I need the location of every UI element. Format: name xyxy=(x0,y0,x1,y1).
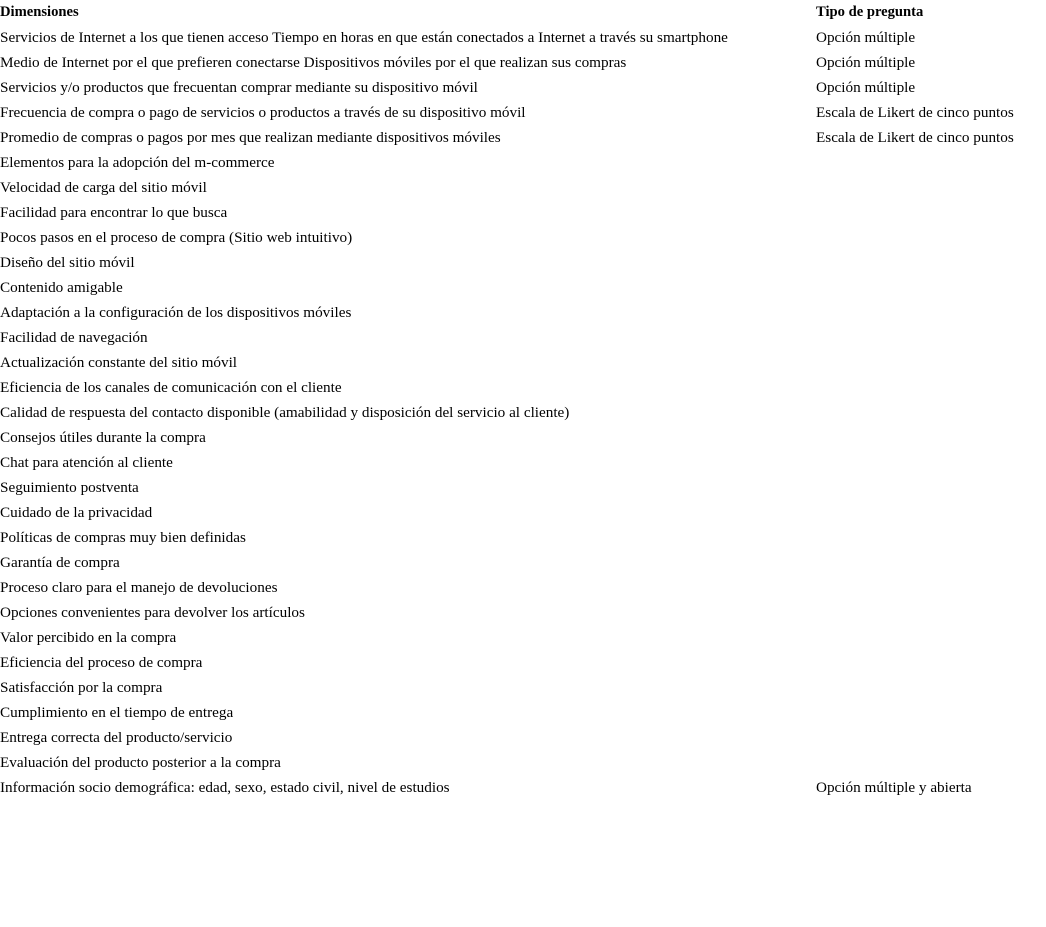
table-row xyxy=(0,525,1046,550)
dimension-cell: Actualización constante del sitio móvil xyxy=(0,354,238,371)
dimension-cell: Chat para atención al cliente xyxy=(0,454,173,471)
table-row xyxy=(0,300,1046,325)
question-type-cell xyxy=(816,600,1046,625)
dimension-cell: Pocos pasos en el proceso de compra (Sitio web intuitivo) xyxy=(0,229,353,246)
question-type-cell xyxy=(816,275,1046,300)
table-row xyxy=(0,175,1046,200)
table-header-row xyxy=(0,0,1046,25)
table-row xyxy=(0,400,1046,425)
question-type-cell: Opción múltiple xyxy=(816,54,916,71)
table-row xyxy=(0,325,1046,350)
question-type-cell xyxy=(816,650,1046,675)
column-header-question-type: Tipo de pregunta xyxy=(816,4,924,20)
question-type-cell xyxy=(816,625,1046,650)
table-row xyxy=(0,425,1046,450)
dimension-cell: Evaluación del producto posterior a la compra xyxy=(0,754,281,771)
table-row xyxy=(0,600,1046,625)
dimension-cell: Servicios de Internet a los que tienen acceso Tiempo en horas en que están conectados a Internet a través su smartphone xyxy=(0,29,728,46)
table-row xyxy=(0,100,1046,125)
table-row xyxy=(0,125,1046,150)
table-row xyxy=(0,675,1046,700)
dimension-cell: Adaptación a la configuración de los dispositivos móviles xyxy=(0,304,352,321)
question-type-cell xyxy=(816,300,1046,325)
table-row xyxy=(0,150,1046,175)
question-type-cell xyxy=(816,475,1046,500)
dimension-cell: Medio de Internet por el que prefieren conectarse Dispositivos móviles por el que realizan sus compras xyxy=(0,54,627,71)
question-type-cell xyxy=(816,525,1046,550)
question-type-cell xyxy=(816,175,1046,200)
table-row xyxy=(0,500,1046,525)
dimension-cell: Promedio de compras o pagos por mes que realizan mediante dispositivos móviles xyxy=(0,129,501,146)
table-header xyxy=(0,0,1046,25)
dimension-cell: Frecuencia de compra o pago de servicios o productos a través de su dispositivo móvil xyxy=(0,104,526,121)
table-row xyxy=(0,700,1046,725)
table-row xyxy=(0,375,1046,400)
table-row xyxy=(0,625,1046,650)
dimension-cell: Satisfacción por la compra xyxy=(0,679,163,696)
dimension-cell: Cuidado de la privacidad xyxy=(0,504,153,521)
dimension-cell: Eficiencia del proceso de compra xyxy=(0,654,203,671)
table-row xyxy=(0,25,1046,50)
dimension-cell: Seguimiento postventa xyxy=(0,479,139,496)
table-row xyxy=(0,75,1046,100)
question-type-cell xyxy=(816,350,1046,375)
table-row xyxy=(0,275,1046,300)
question-type-cell xyxy=(816,400,1046,425)
dimension-cell: Facilidad de navegación xyxy=(0,329,148,346)
table-row xyxy=(0,200,1046,225)
question-type-cell xyxy=(816,375,1046,400)
question-type-cell xyxy=(816,150,1046,175)
table-row xyxy=(0,575,1046,600)
question-type-cell xyxy=(816,575,1046,600)
table-row xyxy=(0,225,1046,250)
dimension-cell: Calidad de respuesta del contacto disponible (amabilidad y disposición del servicio al cliente) xyxy=(0,404,570,421)
dimension-cell: Consejos útiles durante la compra xyxy=(0,429,206,446)
question-type-cell xyxy=(816,750,1046,775)
dimension-cell: Eficiencia de los canales de comunicación con el cliente xyxy=(0,379,342,396)
question-type-cell: Escala de Likert de cinco puntos xyxy=(816,104,1014,121)
question-type-cell xyxy=(816,675,1046,700)
table-row xyxy=(0,450,1046,475)
question-type-cell xyxy=(816,225,1046,250)
question-type-cell: Escala de Likert de cinco puntos xyxy=(816,129,1014,146)
dimension-cell: Velocidad de carga del sitio móvil xyxy=(0,179,207,196)
dimension-cell: Cumplimiento en el tiempo de entrega xyxy=(0,704,234,721)
question-type-cell xyxy=(816,725,1046,750)
table-row xyxy=(0,250,1046,275)
dimension-cell: Entrega correcta del producto/servicio xyxy=(0,729,233,746)
question-type-cell xyxy=(816,200,1046,225)
dimension-cell: Políticas de compras muy bien definidas xyxy=(0,529,246,546)
dimension-cell: Contenido amigable xyxy=(0,279,123,296)
dimension-cell: Opciones convenientes para devolver los artículos xyxy=(0,604,305,621)
question-type-cell xyxy=(816,700,1046,725)
column-header-dimensions: Dimensiones xyxy=(0,4,79,20)
table-row xyxy=(0,725,1046,750)
question-type-cell xyxy=(816,425,1046,450)
question-type-cell xyxy=(816,325,1046,350)
dimension-cell: Valor percibido en la compra xyxy=(0,629,177,646)
question-type-cell: Opción múltiple y abierta xyxy=(816,779,972,796)
table-body xyxy=(0,25,1046,800)
dimension-cell: Garantía de compra xyxy=(0,554,120,571)
table-row xyxy=(0,775,1046,800)
table-row xyxy=(0,750,1046,775)
table-row xyxy=(0,550,1046,575)
question-type-cell xyxy=(816,550,1046,575)
dimension-cell: Elementos para la adopción del m-commerce xyxy=(0,154,275,171)
dimension-cell: Proceso claro para el manejo de devoluciones xyxy=(0,579,278,596)
dimension-cell: Facilidad para encontrar lo que busca xyxy=(0,204,228,221)
dimension-cell: Servicios y/o productos que frecuentan comprar mediante su dispositivo móvil xyxy=(0,79,478,96)
dimension-cell: Información socio demográfica: edad, sexo, estado civil, nivel de estudios xyxy=(0,779,450,796)
table-row xyxy=(0,475,1046,500)
question-type-cell xyxy=(816,450,1046,475)
question-type-cell xyxy=(816,250,1046,275)
question-type-cell: Opción múltiple xyxy=(816,79,916,96)
question-type-cell xyxy=(816,500,1046,525)
question-type-cell: Opción múltiple xyxy=(816,29,916,46)
table-row xyxy=(0,50,1046,75)
table-row xyxy=(0,650,1046,675)
table-row xyxy=(0,350,1046,375)
dimension-cell: Diseño del sitio móvil xyxy=(0,254,135,271)
